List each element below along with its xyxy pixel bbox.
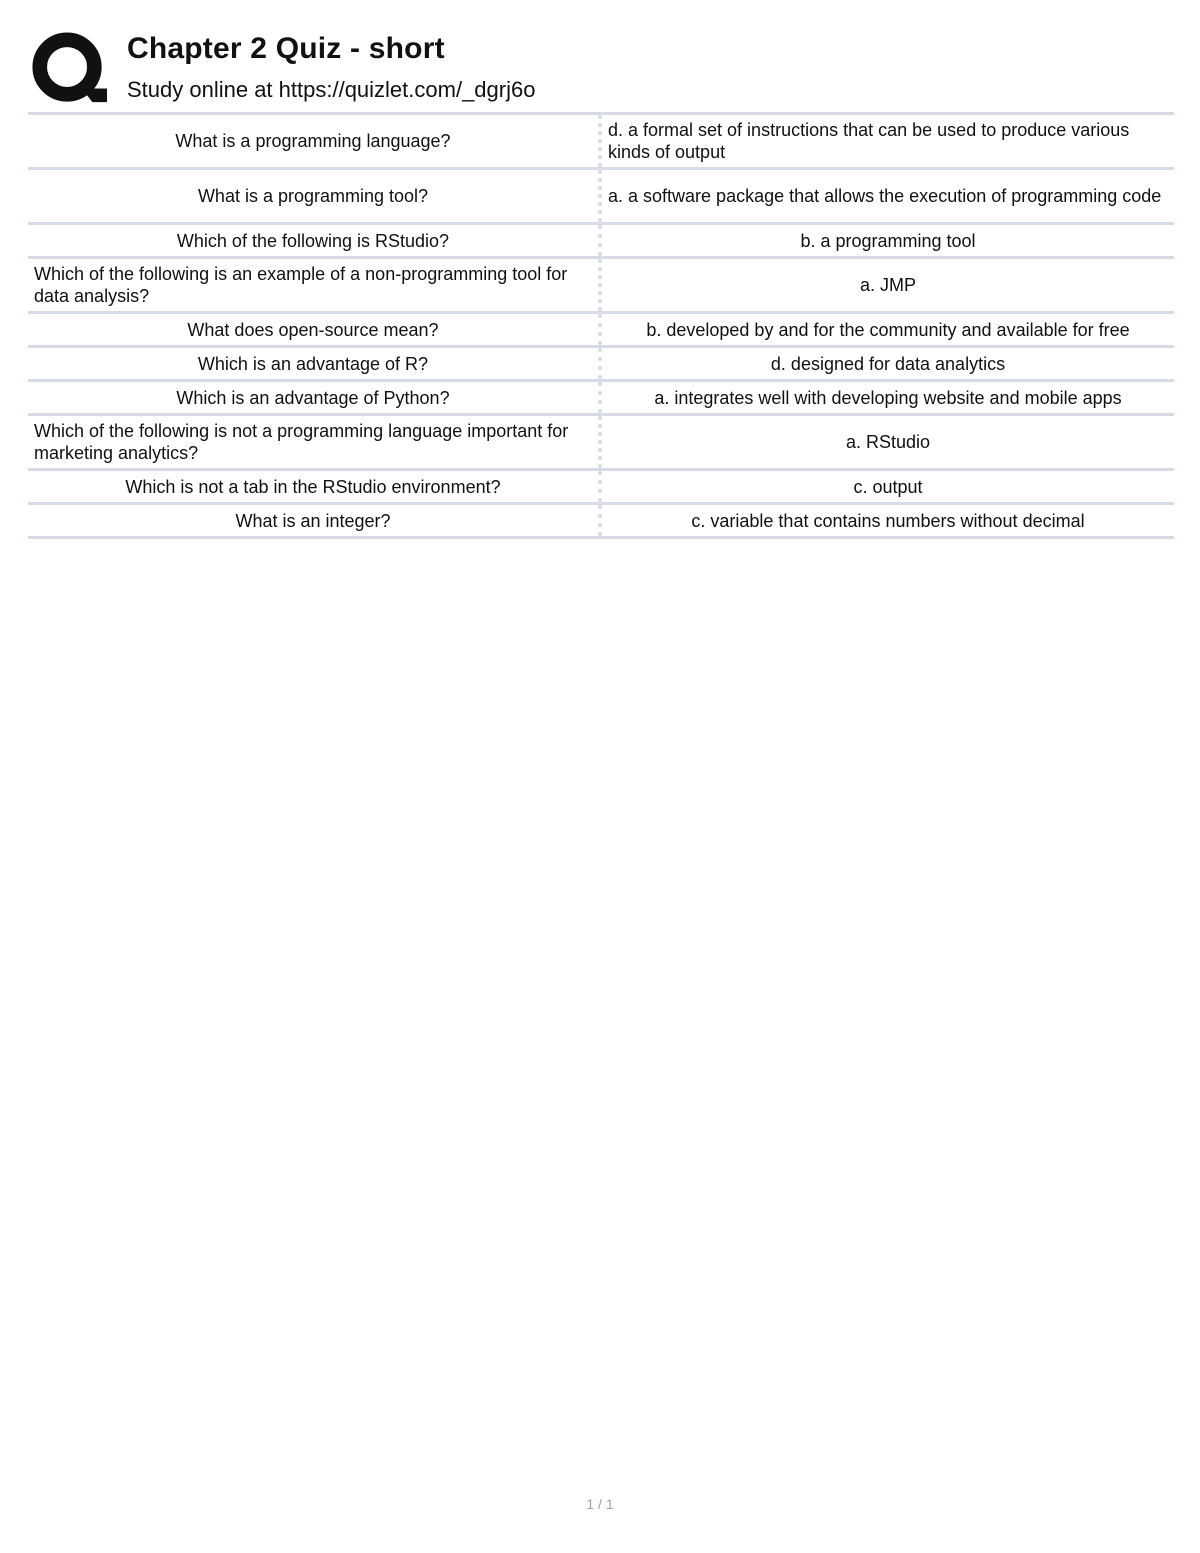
card-definition: a. RStudio <box>598 416 1174 468</box>
page-header <box>28 26 1178 110</box>
card-definition: d. a formal set of instructions that can be used to produce various kinds of output <box>598 115 1174 167</box>
card-definition: c. output <box>598 471 1174 502</box>
table-row <box>28 314 1174 348</box>
card-term: Which is an advantage of Python? <box>176 387 450 408</box>
card-term: Which of the following is RStudio? <box>176 230 450 251</box>
card-term: What is a programming language? <box>175 131 451 151</box>
table-row <box>28 115 1174 170</box>
table-row <box>28 259 1174 314</box>
card-definition: b. developed by and for the community and available for free <box>598 314 1174 345</box>
card-term: Which is not a tab in the RStudio environment? <box>125 476 501 497</box>
card-definition: c. variable that contains numbers without decimal <box>598 505 1174 536</box>
study-online-link[interactable]: Study online at https://quizlet.com/_dgrj6o <box>127 77 536 102</box>
card-definition: d. designed for data analytics <box>598 348 1174 379</box>
table-row <box>28 416 1174 471</box>
page-number: 1 / 1 <box>586 1496 614 1512</box>
card-definition: a. a software package that allows the execution of programming code <box>598 170 1174 222</box>
quizlet-logo-icon <box>30 30 108 108</box>
card-term: Which of the following is an example of a non-programming tool for data analysis? <box>34 264 568 306</box>
card-definition: a. JMP <box>598 259 1174 311</box>
card-definition: a. integrates well with developing website and mobile apps <box>598 382 1174 413</box>
card-term: What does open-source mean? <box>187 319 439 340</box>
card-term: Which of the following is not a programming language important for marketing analytics? <box>34 421 569 463</box>
table-row <box>28 348 1174 382</box>
card-definition: b. a programming tool <box>598 225 1174 256</box>
flashcard-table <box>28 112 1174 539</box>
table-row <box>28 225 1174 259</box>
card-term: What is a programming tool? <box>197 186 429 206</box>
table-row <box>28 382 1174 416</box>
card-term: Which is an advantage of R? <box>197 353 429 374</box>
table-row <box>28 170 1174 225</box>
table-row <box>28 505 1174 539</box>
card-term: What is an integer? <box>235 510 391 531</box>
page-title: Chapter 2 Quiz - short <box>127 32 445 65</box>
table-row <box>28 471 1174 505</box>
